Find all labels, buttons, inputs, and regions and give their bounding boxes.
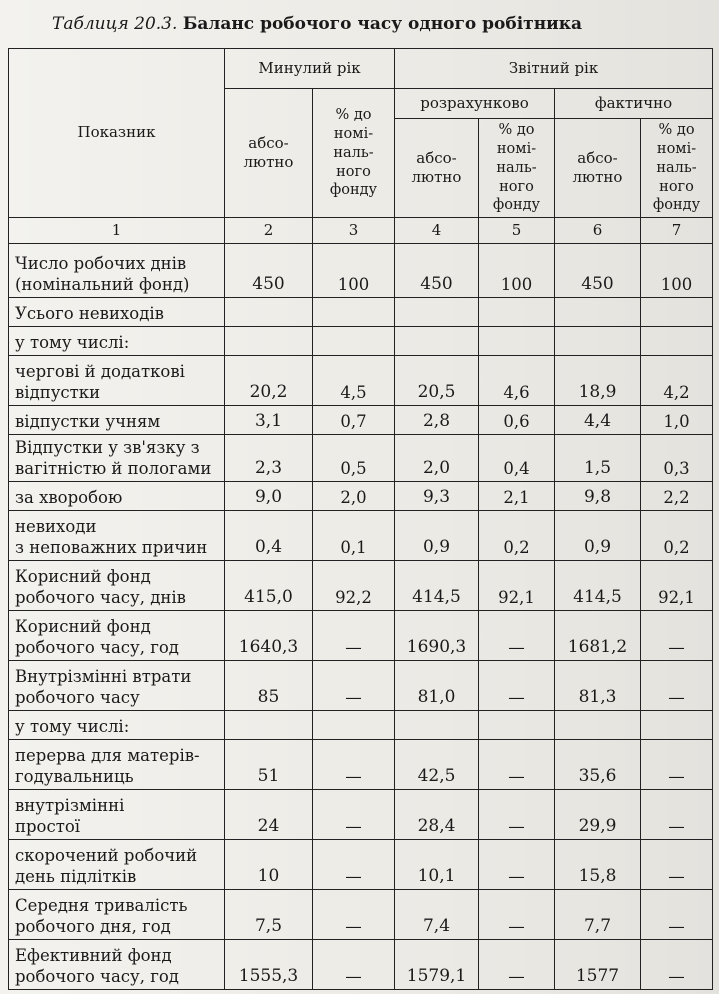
cell-value: 100 bbox=[641, 244, 713, 298]
header-indicator: Показник bbox=[9, 49, 225, 218]
table-row bbox=[9, 356, 713, 406]
header-prev-pct: % до номі- наль- ного фонду bbox=[313, 89, 395, 218]
cell-value bbox=[479, 327, 555, 356]
cell-value: 2,3 bbox=[225, 435, 313, 482]
cell-value: — bbox=[313, 840, 395, 890]
work-time-balance-table bbox=[8, 48, 713, 990]
cell-value: 9,3 bbox=[395, 482, 479, 511]
cell-value: 414,5 bbox=[395, 561, 479, 611]
column-number: 2 bbox=[225, 218, 313, 244]
row-label: за хворобою bbox=[9, 482, 225, 511]
cell-value bbox=[555, 298, 641, 327]
column-number: 4 bbox=[395, 218, 479, 244]
cell-value: 15,8 bbox=[555, 840, 641, 890]
cell-value: 7,4 bbox=[395, 890, 479, 940]
cell-value bbox=[395, 711, 479, 740]
row-label: Середня тривалість робочого дня, год bbox=[9, 890, 225, 940]
cell-value: 0,6 bbox=[479, 406, 555, 435]
cell-value bbox=[641, 711, 713, 740]
cell-value: 0,4 bbox=[479, 435, 555, 482]
table-row bbox=[9, 435, 713, 482]
cell-value: 0,9 bbox=[395, 511, 479, 561]
cell-value: 51 bbox=[225, 740, 313, 790]
cell-value: 0,4 bbox=[225, 511, 313, 561]
caption-label: Таблиця 20.3. bbox=[52, 14, 178, 34]
row-label: у тому числі: bbox=[9, 711, 225, 740]
cell-value: — bbox=[313, 611, 395, 661]
cell-value: 1690,3 bbox=[395, 611, 479, 661]
cell-value bbox=[479, 711, 555, 740]
cell-value: 29,9 bbox=[555, 790, 641, 840]
cell-value bbox=[555, 327, 641, 356]
cell-value: — bbox=[313, 890, 395, 940]
cell-value: 0,2 bbox=[641, 511, 713, 561]
cell-value: 10,1 bbox=[395, 840, 479, 890]
cell-value: 0,7 bbox=[313, 406, 395, 435]
header-planned-pct: % до номі- наль- ного фонду bbox=[479, 119, 555, 218]
cell-value: — bbox=[641, 840, 713, 890]
cell-value: 2,0 bbox=[395, 435, 479, 482]
header-actual: фактично bbox=[555, 89, 713, 119]
row-label: Відпустки у зв'язку з вагітністю й пологами bbox=[9, 435, 225, 482]
cell-value: 414,5 bbox=[555, 561, 641, 611]
table-row bbox=[9, 611, 713, 661]
cell-value: — bbox=[479, 790, 555, 840]
cell-value: — bbox=[313, 740, 395, 790]
cell-value: 24 bbox=[225, 790, 313, 840]
header-planned: розрахунково bbox=[395, 89, 555, 119]
cell-value: — bbox=[479, 611, 555, 661]
table-row bbox=[9, 661, 713, 711]
cell-value: 1,0 bbox=[641, 406, 713, 435]
row-label: невиходи з неповажних причин bbox=[9, 511, 225, 561]
cell-value: 0,2 bbox=[479, 511, 555, 561]
header-actual-pct: % до номі- наль- ного фонду bbox=[641, 119, 713, 218]
cell-value: 35,6 bbox=[555, 740, 641, 790]
cell-value: 4,2 bbox=[641, 356, 713, 406]
cell-value: 2,8 bbox=[395, 406, 479, 435]
row-label: Корисний фонд робочого часу, днів bbox=[9, 561, 225, 611]
cell-value: — bbox=[641, 740, 713, 790]
cell-value: 85 bbox=[225, 661, 313, 711]
cell-value: 7,5 bbox=[225, 890, 313, 940]
cell-value: 0,9 bbox=[555, 511, 641, 561]
table-row bbox=[9, 482, 713, 511]
header-planned-abs: абсо- лютно bbox=[395, 119, 479, 218]
table-row bbox=[9, 244, 713, 298]
row-label: чергові й додаткові відпустки bbox=[9, 356, 225, 406]
row-label: Внутрізмінні втрати робочого часу bbox=[9, 661, 225, 711]
cell-value: 3,1 bbox=[225, 406, 313, 435]
table-caption bbox=[52, 14, 582, 34]
column-number: 3 bbox=[313, 218, 395, 244]
row-label: відпустки учням bbox=[9, 406, 225, 435]
cell-value: 1577 bbox=[555, 940, 641, 990]
cell-value bbox=[555, 711, 641, 740]
cell-value bbox=[313, 298, 395, 327]
header-prev-abs: абсо- лютно bbox=[225, 89, 313, 218]
cell-value: — bbox=[641, 940, 713, 990]
cell-value: — bbox=[641, 890, 713, 940]
column-number: 5 bbox=[479, 218, 555, 244]
cell-value: 450 bbox=[225, 244, 313, 298]
cell-value: 100 bbox=[313, 244, 395, 298]
cell-value: — bbox=[641, 661, 713, 711]
row-label: скорочений робочий день підлітків bbox=[9, 840, 225, 890]
cell-value: 92,1 bbox=[641, 561, 713, 611]
table-row bbox=[9, 711, 713, 740]
cell-value: — bbox=[479, 661, 555, 711]
cell-value: 1681,2 bbox=[555, 611, 641, 661]
cell-value: 2,0 bbox=[313, 482, 395, 511]
cell-value: 92,2 bbox=[313, 561, 395, 611]
row-label: Корисний фонд робочого часу, год bbox=[9, 611, 225, 661]
cell-value: — bbox=[313, 790, 395, 840]
cell-value bbox=[313, 327, 395, 356]
cell-value: 81,0 bbox=[395, 661, 479, 711]
table-row bbox=[9, 561, 713, 611]
cell-value: 20,5 bbox=[395, 356, 479, 406]
cell-value: 450 bbox=[395, 244, 479, 298]
cell-value: 4,6 bbox=[479, 356, 555, 406]
column-number: 7 bbox=[641, 218, 713, 244]
cell-value: 4,5 bbox=[313, 356, 395, 406]
cell-value: 1555,3 bbox=[225, 940, 313, 990]
cell-value: — bbox=[313, 661, 395, 711]
cell-value bbox=[641, 327, 713, 356]
column-number: 1 bbox=[9, 218, 225, 244]
cell-value: 415,0 bbox=[225, 561, 313, 611]
cell-value bbox=[395, 327, 479, 356]
row-label: Число робочих днів (номінальний фонд) bbox=[9, 244, 225, 298]
table-row bbox=[9, 511, 713, 561]
table-row bbox=[9, 890, 713, 940]
column-number: 6 bbox=[555, 218, 641, 244]
cell-value: — bbox=[313, 940, 395, 990]
cell-value: 0,1 bbox=[313, 511, 395, 561]
cell-value bbox=[225, 711, 313, 740]
cell-value: 100 bbox=[479, 244, 555, 298]
cell-value: — bbox=[641, 611, 713, 661]
table-row bbox=[9, 840, 713, 890]
cell-value: 42,5 bbox=[395, 740, 479, 790]
cell-value: — bbox=[479, 940, 555, 990]
cell-value: 450 bbox=[555, 244, 641, 298]
cell-value: 81,3 bbox=[555, 661, 641, 711]
cell-value: 28,4 bbox=[395, 790, 479, 840]
cell-value: — bbox=[479, 890, 555, 940]
row-label: у тому числі: bbox=[9, 327, 225, 356]
cell-value: 10 bbox=[225, 840, 313, 890]
cell-value: 2,1 bbox=[479, 482, 555, 511]
row-label: внутрізмінні простої bbox=[9, 790, 225, 840]
table-row bbox=[9, 406, 713, 435]
cell-value: 0,5 bbox=[313, 435, 395, 482]
cell-value bbox=[641, 298, 713, 327]
cell-value: 20,2 bbox=[225, 356, 313, 406]
cell-value bbox=[225, 298, 313, 327]
table-row bbox=[9, 790, 713, 840]
cell-value: 7,7 bbox=[555, 890, 641, 940]
cell-value: 1640,3 bbox=[225, 611, 313, 661]
cell-value: 9,0 bbox=[225, 482, 313, 511]
cell-value bbox=[225, 327, 313, 356]
cell-value: — bbox=[641, 790, 713, 840]
cell-value bbox=[479, 298, 555, 327]
header-actual-abs: абсо- лютно bbox=[555, 119, 641, 218]
cell-value: 2,2 bbox=[641, 482, 713, 511]
table-row bbox=[9, 298, 713, 327]
cell-value: 18,9 bbox=[555, 356, 641, 406]
row-label: Ефективний фонд робочого часу, год bbox=[9, 940, 225, 990]
cell-value: 92,1 bbox=[479, 561, 555, 611]
row-label: перерва для матерів- годувальниць bbox=[9, 740, 225, 790]
cell-value: 9,8 bbox=[555, 482, 641, 511]
table-row bbox=[9, 740, 713, 790]
cell-value: 0,3 bbox=[641, 435, 713, 482]
cell-value: 4,4 bbox=[555, 406, 641, 435]
cell-value bbox=[395, 298, 479, 327]
cell-value: — bbox=[479, 740, 555, 790]
cell-value: 1,5 bbox=[555, 435, 641, 482]
table-row bbox=[9, 327, 713, 356]
cell-value: — bbox=[479, 840, 555, 890]
cell-value bbox=[313, 711, 395, 740]
caption-title: Баланс робочого часу одного робітника bbox=[182, 14, 583, 34]
header-report-year: Звітний рік bbox=[395, 49, 713, 89]
row-label: Усього невиходів bbox=[9, 298, 225, 327]
header-prev-year: Минулий рік bbox=[225, 49, 395, 89]
cell-value: 1579,1 bbox=[395, 940, 479, 990]
table-row bbox=[9, 940, 713, 990]
